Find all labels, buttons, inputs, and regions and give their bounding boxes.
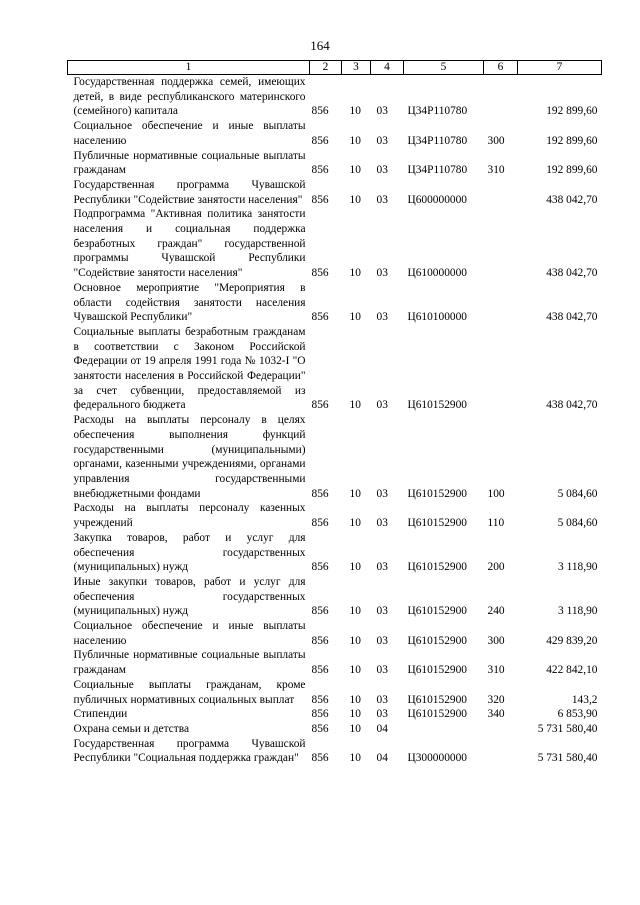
row-ministry-code: 856: [311, 399, 329, 412]
row-ministry-code: 856: [311, 752, 329, 765]
table-row: [68, 281, 602, 325]
row-ministry-code: 856: [311, 722, 329, 735]
row-amount: 192 899,60: [546, 105, 598, 118]
row-expense-type: [484, 178, 518, 207]
row-expense-type: [484, 207, 518, 281]
row-expense-type: [484, 75, 518, 120]
row-amount: 5 731 580,40: [537, 722, 598, 735]
table-row: [68, 648, 602, 677]
row-section-code: 10: [349, 634, 361, 647]
row-expense-type: 310: [487, 164, 505, 177]
row-section-code: 10: [349, 708, 361, 721]
row-section-code: 10: [349, 134, 361, 147]
row-target-article: Ц610152900: [407, 664, 467, 677]
row-section-code: 10: [349, 105, 361, 118]
row-target-article: Ц610152900: [407, 605, 467, 618]
row-expense-type: 310: [487, 664, 505, 677]
row-amount: 3 118,90: [558, 561, 598, 574]
row-ministry-code: 856: [311, 605, 329, 618]
row-expense-type: 110: [487, 517, 505, 530]
row-amount: 438 042,70: [546, 311, 598, 324]
row-subsection-code: 03: [376, 517, 388, 530]
row-subsection-code: 04: [376, 722, 388, 735]
row-expense-type: 320: [487, 693, 505, 706]
table-row: [68, 531, 602, 575]
row-ministry-code: 856: [311, 517, 329, 530]
row-name: Расходы на выплаты персоналу казенных учреждений: [73, 502, 306, 530]
row-target-article: Ц34Р110780: [407, 134, 468, 147]
header-row: [68, 61, 602, 75]
row-section-code: 10: [349, 722, 361, 735]
table-row: [68, 575, 602, 619]
row-ministry-code: 856: [311, 134, 329, 147]
row-subsection-code: 03: [376, 634, 388, 647]
row-target-article: Ц600000000: [407, 193, 467, 206]
row-target-article: Ц610152900: [407, 561, 467, 574]
row-subsection-code: 03: [376, 561, 388, 574]
table-row: [68, 619, 602, 648]
row-ministry-code: 856: [311, 664, 329, 677]
page-number: 164: [310, 38, 330, 53]
row-target-article: Ц610152900: [407, 517, 467, 530]
row-subsection-code: 03: [376, 134, 388, 147]
table-row: [68, 149, 602, 178]
header-col-6: 6: [484, 61, 518, 75]
table-row: [68, 678, 602, 707]
row-name: Социальное обеспечение и иные выплаты населению: [73, 620, 306, 647]
row-subsection-code: 03: [376, 605, 388, 618]
row-amount: 438 042,70: [546, 267, 598, 280]
row-target-article: Ц610152900: [407, 399, 467, 412]
row-ministry-code: 856: [311, 561, 329, 574]
row-name: Государственная программа Чувашской Республики "Социальная поддержка граждан": [73, 737, 306, 765]
row-target-article: [404, 722, 484, 737]
row-name: Расходы на выплаты персоналу в целях обеспечения выполнения функций государственными (муниципальными) органами, казенными учреждениями, органами управления государственными внебюджетными фондами: [73, 414, 306, 500]
row-amount: 422 842,10: [546, 664, 598, 677]
row-amount: 5 731 580,40: [537, 752, 598, 765]
row-name: Социальные выплаты гражданам, кроме публичных нормативных социальных выплат: [73, 678, 306, 706]
table-row: [68, 119, 602, 148]
header-col-5: 5: [404, 61, 484, 75]
table-row: [68, 413, 602, 501]
row-subsection-code: 03: [376, 708, 388, 721]
row-section-code: 10: [349, 561, 361, 574]
header-col-3: 3: [342, 61, 371, 75]
row-section-code: 10: [349, 164, 361, 177]
row-ministry-code: 856: [311, 311, 329, 324]
row-name: Закупка товаров, работ и услуг для обеспечения государственных (муниципальных) нужд: [73, 531, 306, 574]
header-col-2: 2: [310, 61, 342, 75]
row-section-code: 10: [349, 664, 361, 677]
row-subsection-code: 03: [376, 693, 388, 706]
row-ministry-code: 856: [311, 105, 329, 118]
row-target-article: Ц610152900: [407, 487, 467, 500]
row-name: Основное мероприятие "Мероприятия в области содействия занятости населения Чувашской Республики": [73, 281, 306, 324]
row-section-code: 10: [349, 517, 361, 530]
row-section-code: 10: [349, 693, 361, 706]
row-name: Публичные нормативные социальные выплаты гражданам: [73, 149, 306, 177]
row-name: Публичные нормативные социальные выплаты гражданам: [73, 649, 306, 677]
row-section-code: 10: [349, 487, 361, 500]
row-subsection-code: 03: [376, 399, 388, 412]
row-section-code: 10: [349, 605, 361, 618]
row-expense-type: 200: [487, 561, 505, 574]
row-name: Иные закупки товаров, работ и услуг для обеспечения государственных (муниципальных) нужд: [73, 575, 306, 618]
row-amount: 6 853,90: [557, 708, 598, 721]
row-section-code: 10: [349, 752, 361, 765]
row-ministry-code: 856: [311, 267, 329, 280]
row-target-article: Ц610152900: [407, 693, 467, 706]
row-expense-type: 100: [487, 487, 505, 500]
table-row: [68, 325, 602, 413]
row-name: Государственная программа Чувашской Республики "Содействие занятости населения": [73, 178, 306, 206]
row-target-article: Ц34Р110780: [407, 105, 468, 118]
row-subsection-code: 03: [376, 105, 388, 118]
row-expense-type: 340: [487, 708, 505, 721]
row-subsection-code: 03: [376, 193, 388, 206]
row-section-code: 10: [349, 193, 361, 206]
row-expense-type: 300: [487, 634, 505, 647]
row-amount: 438 042,70: [546, 399, 598, 412]
row-name: Стипендии: [73, 708, 128, 721]
row-subsection-code: 03: [376, 487, 388, 500]
row-amount: 3 118,90: [558, 605, 598, 618]
row-ministry-code: 856: [311, 693, 329, 706]
row-subsection-code: 03: [376, 664, 388, 677]
row-section-code: 10: [349, 311, 361, 324]
row-amount: 192 899,60: [546, 134, 598, 147]
row-name: Социальные выплаты безработным гражданам в соответствии с Законом Российской Федерации от 19 апреля 1991 года № 1032-I "О занятости населения в Российской Федерации" за счет субвенции, предоставляемой из федерального бюджета: [73, 325, 306, 412]
row-name: Государственная поддержка семей, имеющих детей, в виде республиканского материнского (семейного) капитала: [73, 76, 306, 118]
row-target-article: Ц34Р110780: [407, 164, 468, 177]
row-ministry-code: 856: [311, 708, 329, 721]
row-target-article: Ц610100000: [407, 311, 467, 324]
row-subsection-code: 03: [376, 267, 388, 280]
table-row: [68, 207, 602, 281]
row-ministry-code: 856: [311, 164, 329, 177]
row-name: Охрана семьи и детства: [73, 722, 189, 735]
table-row: [68, 501, 602, 530]
row-expense-type: [484, 281, 518, 325]
header-col-7: 7: [518, 61, 602, 75]
row-ministry-code: 856: [311, 634, 329, 647]
row-ministry-code: 856: [311, 487, 329, 500]
table-row: [68, 722, 602, 737]
row-name: Подпрограмма "Активная политика занятости населения и социальная поддержка безработных граждан" государственной программы Чувашской Республики "Содействие занятости населения": [73, 208, 306, 280]
row-expense-type: 240: [487, 605, 505, 618]
row-amount: 429 839,20: [546, 634, 598, 647]
row-target-article: Ц610000000: [407, 267, 467, 280]
row-subsection-code: 03: [376, 164, 388, 177]
table-row: [68, 178, 602, 207]
row-target-article: Ц610152900: [407, 708, 467, 721]
row-subsection-code: 03: [376, 311, 388, 324]
row-section-code: 10: [349, 399, 361, 412]
row-expense-type: 300: [487, 134, 505, 147]
row-amount: 5 084,60: [557, 517, 598, 530]
row-target-article: Ц610152900: [407, 634, 467, 647]
row-ministry-code: 856: [311, 193, 329, 206]
row-amount: 192 899,60: [546, 164, 598, 177]
budget-table: [67, 60, 602, 766]
row-expense-type: [484, 722, 518, 737]
table-row: [68, 75, 602, 120]
header-col-4: 4: [371, 61, 404, 75]
row-amount: 143,2: [571, 693, 598, 706]
row-expense-type: [484, 737, 518, 766]
row-target-article: Ц300000000: [407, 752, 467, 765]
row-section-code: 10: [349, 267, 361, 280]
row-amount: 438 042,70: [546, 193, 598, 206]
row-name: Социальное обеспечение и иные выплаты населению: [73, 120, 306, 147]
table-row: [68, 707, 602, 722]
header-col-1: 1: [68, 61, 310, 75]
row-amount: 5 084,60: [557, 487, 598, 500]
row-expense-type: [484, 325, 518, 413]
row-subsection-code: 04: [376, 752, 388, 765]
table-row: [68, 737, 602, 766]
